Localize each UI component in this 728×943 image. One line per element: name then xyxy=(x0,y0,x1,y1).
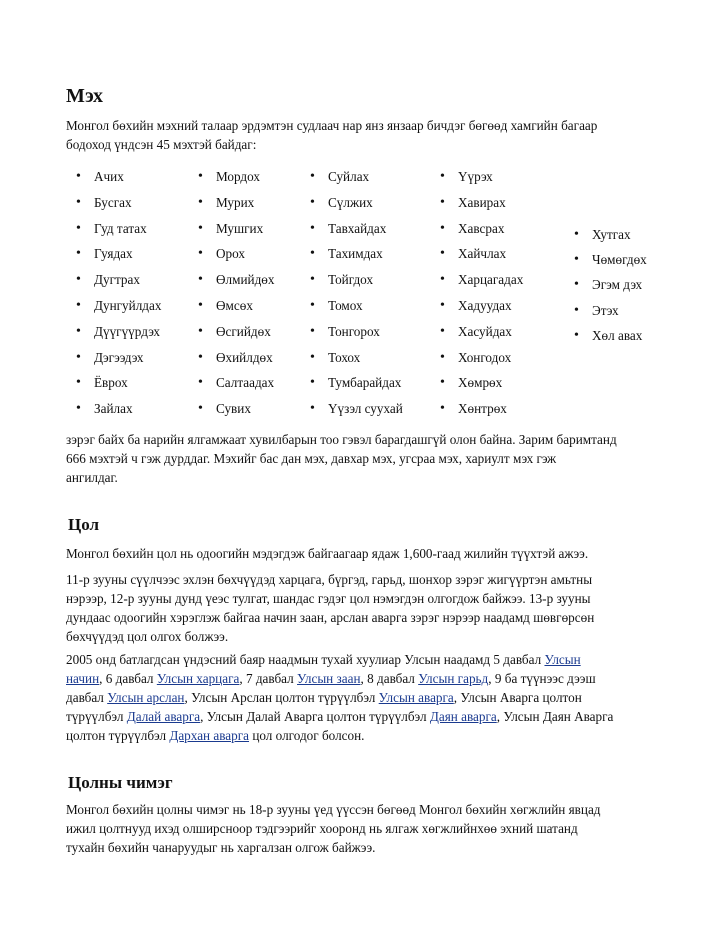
list-item: • Гуядах xyxy=(76,241,161,267)
tsol-p3-line-2: начин, 6 давбал Улсын харцага, 7 давбал Улсын заан, 8 давбал Улсын гарьд, 9 ба түүнээс дээш xyxy=(66,671,596,686)
tsol-p2-line-4: бөхчүүдэд цол олгох болжээ. xyxy=(66,629,229,644)
list-item: • Үүрэх xyxy=(440,164,523,190)
link-dayan-avarga[interactable]: Даян аварга xyxy=(429,709,497,724)
list-item: • Чөмөгдөх xyxy=(574,247,647,272)
list-item: • Тахимдах xyxy=(310,241,403,267)
tsol-p2-line-2: нэрээр, 12-р зууны дунд үеэс тулгат, шандас гэдэг цол нэмэгдэн олгогдож байжээ. 13-р зууны xyxy=(66,591,591,606)
list-item: • Тойгдох xyxy=(310,267,403,293)
list-item: • Өлмийдөх xyxy=(198,267,274,293)
list-item: • Тохох xyxy=(310,345,403,371)
link-ulsyn-avarga[interactable]: Улсын аварга xyxy=(378,690,454,705)
list-item: • Хөмрөх xyxy=(440,370,523,396)
tsol-p3-line-1: 2005 онд батлагдсан үндэсний баяр наадмын тухай хуулиар Улсын наадамд 5 давбал Улсын xyxy=(66,652,581,667)
list-item: • Ачих xyxy=(76,164,161,190)
list-item: • Эгэм дэх xyxy=(574,272,647,297)
tsol-p3-line-4: түрүүлбэл Далай аварга, Улсын Далай Аварга цолтон түрүүлбэл Даян аварга, Улсын Даян Аварга xyxy=(66,709,614,724)
list-item: • Тумбарайдах xyxy=(310,370,403,396)
chimeg-line-2: ижил цолтнууд ихэд олширсноор тэдгээрийг хооронд нь ялгаж хөгжлийнхөө эхний шатанд xyxy=(66,821,578,836)
after-list-line-2: 666 мэхтэй ч гэж дурддаг. Мэхийг бас дан мэх, давхар мэх, угсраа мэх, хариулт мэх гэж xyxy=(66,451,557,466)
list-item: • Хонгодох xyxy=(440,345,523,371)
link-nachin[interactable]: начин xyxy=(66,671,100,686)
list-item: • Хөнтрөх xyxy=(440,396,523,422)
list-item: • Сувих xyxy=(198,396,274,422)
list-item: • Хавсрах xyxy=(440,216,523,242)
list-item: • Дэгээдэх xyxy=(76,345,161,371)
page-title: Мэх xyxy=(66,85,103,107)
list-item: • Мурих xyxy=(198,190,274,216)
list-item: • Хадуудах xyxy=(440,293,523,319)
link-darkhan-avarga[interactable]: Дархан аварга xyxy=(169,728,250,743)
list-item: • Хөл авах xyxy=(574,323,647,348)
list-item: • Томох xyxy=(310,293,403,319)
list-item: • Мушгих xyxy=(198,216,274,242)
technique-list-col-2 xyxy=(198,164,274,422)
link-ulsyn-zaan[interactable]: Улсын заан xyxy=(297,671,361,686)
link-dalai-avarga[interactable]: Далай аварга xyxy=(126,709,201,724)
list-item: • Ёврох xyxy=(76,370,161,396)
list-item: • Дугтрах xyxy=(76,267,161,293)
tsol-p2-line-3: дундаас одоогийн хэрэглэж байгаа начин заан, арслан аварга зэрэг нэрээр наадамд шөвгөрсөн xyxy=(66,610,595,625)
link-ulsyn-garid[interactable]: Улсын гарьд xyxy=(418,671,489,686)
list-item: • Үүзэл суухай xyxy=(310,396,403,422)
link-ulsyn-nachin[interactable]: Улсын xyxy=(544,652,581,667)
list-item: • Өхийлдөх xyxy=(198,345,274,371)
intro-line-2: бодоход үндсэн 45 мэхтэй байдаг: xyxy=(66,137,257,152)
after-list-line-1: зэрэг байх ба нарийн ялгамжаат хувилбарын тоо гэвэл барагдашгүй олон байна. Зарим баримтанд xyxy=(66,432,617,447)
technique-list-col-5 xyxy=(574,222,647,348)
list-item: • Дунгуйлдах xyxy=(76,293,161,319)
section-heading-tsol: Цол xyxy=(68,515,100,534)
list-item: • Дүүгүүрдэх xyxy=(76,319,161,345)
tsol-p3-line-5: цолтон түрүүлбэл Дархан аварга цол олгодог болсон. xyxy=(66,728,365,743)
list-item: • Зайлах xyxy=(76,396,161,422)
list-item: • Өмсөх xyxy=(198,293,274,319)
link-ulsyn-arslan[interactable]: Улсын арслан xyxy=(107,690,185,705)
list-item: • Харцагадах xyxy=(440,267,523,293)
list-item: • Тавхайдах xyxy=(310,216,403,242)
list-item: • Гуд татах xyxy=(76,216,161,242)
technique-list-col-1 xyxy=(76,164,161,422)
after-list-line-3: ангилдаг. xyxy=(66,470,118,485)
section-heading-tsolny-chimeg: Цолны чимэг xyxy=(68,773,173,792)
list-item: • Хайчлах xyxy=(440,241,523,267)
list-item: • Өсгийдөх xyxy=(198,319,274,345)
list-item: • Бусгах xyxy=(76,190,161,216)
tsol-p2-line-1: 11-р зууны сүүлчээс эхлэн бөхчүүдэд харцага, бүргэд, гарьд, шонхор зэрэг жигүүртэн амьтны xyxy=(66,572,593,587)
list-item: • Хутгах xyxy=(574,222,647,247)
technique-list-col-3 xyxy=(310,164,403,422)
chimeg-line-3: тухайн бөхийн чанаруудыг нь харгалзан олгож байжээ. xyxy=(66,840,376,855)
list-item: • Орох xyxy=(198,241,274,267)
list-item: • Салтаадах xyxy=(198,370,274,396)
tsol-p3-line-3: давбал Улсын арслан, Улсын Арслан цолтон түрүүлбэл Улсын аварга, Улсын Аварга цолтон xyxy=(66,690,582,705)
list-item: • Мордох xyxy=(198,164,274,190)
list-item: • Хавирах xyxy=(440,190,523,216)
tsol-paragraph-1: Монгол бөхийн цол нь одоогийн мэдэгдэж байгаагаар ядаж 1,600-гаад жилийн түүхтэй ажээ. xyxy=(66,546,589,561)
list-item: • Суйлах xyxy=(310,164,403,190)
chimeg-line-1: Монгол бөхийн цолны чимэг нь 18-р зууны үед үүссэн бөгөөд Монгол бөхийн хөгжлийн явцад xyxy=(66,802,601,817)
link-ulsyn-kharcaga[interactable]: Улсын харцага xyxy=(156,671,240,686)
list-item: • Этэх xyxy=(574,298,647,323)
list-item: • Тонгорох xyxy=(310,319,403,345)
intro-line-1: Монгол бөхийн мэхний талаар эрдэмтэн судлаач нар янз янзаар бичдэг бөгөөд хамгийн багаар xyxy=(66,118,598,133)
technique-list-col-4 xyxy=(440,164,523,422)
list-item: • Хасуйдах xyxy=(440,319,523,345)
list-item: • Сүлжих xyxy=(310,190,403,216)
